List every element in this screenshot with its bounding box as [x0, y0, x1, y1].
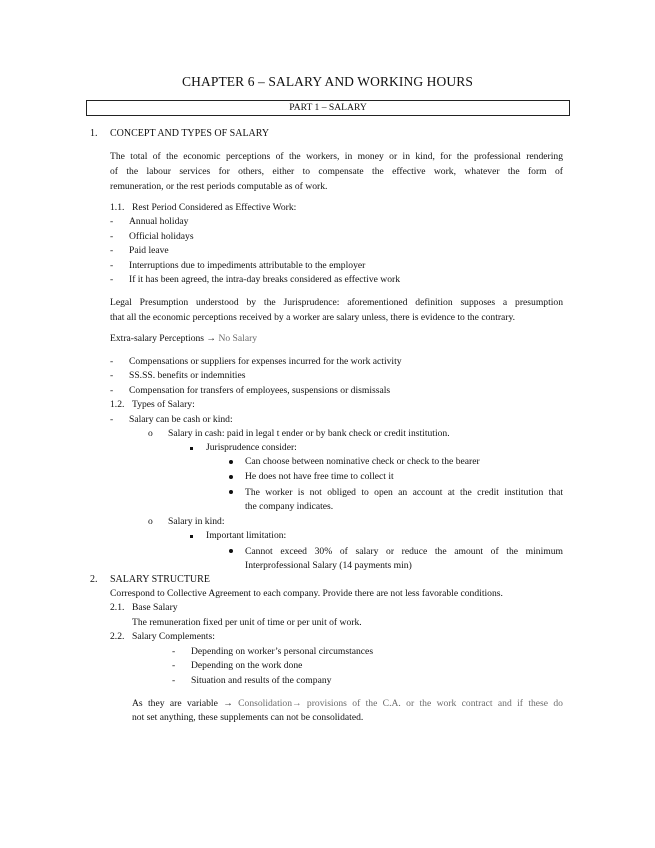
- subsection-2-2-heading: Salary Complements:: [132, 631, 215, 642]
- variable-line-2: not set anything, these supplements can not be consolidated.: [132, 712, 364, 723]
- salary-in-cash: Salary in cash: paid in legal t ender or by bank check or credit institution.: [168, 428, 450, 439]
- dash-bullet: -: [110, 385, 114, 396]
- dash-bullet: -: [172, 675, 176, 686]
- rest-item: Interruptions due to impediments attributable to the employer: [129, 260, 366, 271]
- definition-line-3: remuneration, or the rest periods computable as of work.: [110, 181, 328, 192]
- complement-item: Situation and results of the company: [191, 675, 332, 686]
- rest-item: Official holidays: [129, 231, 194, 242]
- variable-line-1: [132, 696, 563, 711]
- extra-item: SS.SS. benefits or indemnities: [129, 370, 246, 381]
- definition-line-1: The total of the economic perceptions of the workers, in money or in kind, for the professional rendering: [110, 151, 563, 162]
- dot-bullet: [229, 460, 233, 464]
- subsection-1-1-number: 1.1.: [110, 202, 125, 213]
- base-salary-definition: The remuneration fixed per unit of time or per unit of work.: [132, 617, 362, 628]
- subsection-1-2-heading: Types of Salary:: [132, 399, 195, 410]
- dot-bullet: [229, 490, 233, 494]
- salary-structure-intro: Correspond to Collective Agreement to each company. Provide there are not less favorable conditions.: [110, 588, 503, 599]
- dash-bullet: -: [110, 245, 114, 256]
- extra-item: Compensation for transfers of employees, suspensions or dismissals: [129, 385, 391, 396]
- legal-presumption-line-2: that all the economic perceptions received by a worker are salary unless, there is evidence to the contrary.: [110, 312, 516, 323]
- jurisprudence-item: He does not have free time to collect it: [245, 471, 394, 482]
- part-header-box: [86, 100, 570, 116]
- salary-form-item: Salary can be cash or kind:: [129, 414, 233, 425]
- rest-item: Annual holiday: [129, 216, 189, 227]
- subsection-2-1-heading: Base Salary: [132, 602, 178, 613]
- dash-bullet: -: [110, 216, 114, 227]
- dash-bullet: -: [110, 231, 114, 242]
- extra-salary-value: No Salary: [218, 333, 258, 344]
- limitation-label: Important limitation:: [206, 530, 287, 541]
- dash-bullet: -: [110, 260, 114, 271]
- square-bullet: [190, 535, 193, 538]
- rest-item: Paid leave: [129, 245, 169, 256]
- dash-bullet: -: [110, 414, 114, 425]
- section-2-number: 2.: [90, 574, 98, 585]
- part-label: PART 1 – SALARY: [289, 102, 367, 113]
- section-1-heading: CONCEPT AND TYPES OF SALARY: [110, 128, 270, 139]
- section-2-heading: SALARY STRUCTURE: [110, 574, 210, 585]
- dot-bullet: [229, 549, 233, 553]
- extra-item: Compensations or suppliers for expenses incurred for the work activity: [129, 356, 402, 367]
- variable-prefix: As they are variable →: [132, 698, 233, 709]
- complement-item: Depending on worker’s personal circumstances: [191, 646, 374, 657]
- dash-bullet: -: [110, 356, 114, 367]
- dash-bullet: -: [172, 646, 176, 657]
- circle-bullet: o: [148, 516, 153, 527]
- circle-bullet: o: [148, 428, 153, 439]
- variable-consolidation-text: Consolidation→ provisions of the C.A. or the work contract and if these do: [238, 698, 563, 709]
- extra-salary-label: Extra-salary Perceptions →: [110, 333, 217, 344]
- dash-bullet: -: [172, 660, 176, 671]
- jurisprudence-label: Jurisprudence consider:: [206, 442, 297, 453]
- limitation-line-2: Interprofessional Salary (14 payments min): [245, 560, 412, 571]
- jurisprudence-item: The worker is not obliged to open an account at the credit institution that: [245, 487, 563, 498]
- complement-item: Depending on the work done: [191, 660, 303, 671]
- jurisprudence-item: Can choose between nominative check or check to the bearer: [245, 456, 480, 467]
- jurisprudence-item-continued: the company indicates.: [245, 501, 334, 512]
- definition-line-2: of the labour services for others, either to compensate the effective work, whatever the form of: [110, 166, 563, 177]
- dash-bullet: -: [110, 370, 114, 381]
- dot-bullet: [229, 475, 233, 479]
- legal-presumption-line-1: Legal Presumption understood by the Jurisprudence: aforementioned definition supposes a presumption: [110, 297, 563, 308]
- subsection-2-1-number: 2.1.: [110, 602, 125, 613]
- section-1-number: 1.: [90, 128, 98, 139]
- subsection-2-2-number: 2.2.: [110, 631, 125, 642]
- limitation-line-1: Cannot exceed 30% of salary or reduce the amount of the minimum: [245, 546, 563, 557]
- rest-item: If it has been agreed, the intra-day breaks considered as effective work: [129, 274, 400, 285]
- subsection-1-2-number: 1.2.: [110, 399, 125, 410]
- salary-in-kind: Salary in kind:: [168, 516, 225, 527]
- extra-salary-line: [110, 332, 257, 346]
- subsection-1-1-heading: Rest Period Considered as Effective Work:: [132, 202, 297, 213]
- chapter-title: CHAPTER 6 – SALARY AND WORKING HOURS: [182, 74, 473, 89]
- dash-bullet: -: [110, 274, 114, 285]
- square-bullet: [190, 447, 193, 450]
